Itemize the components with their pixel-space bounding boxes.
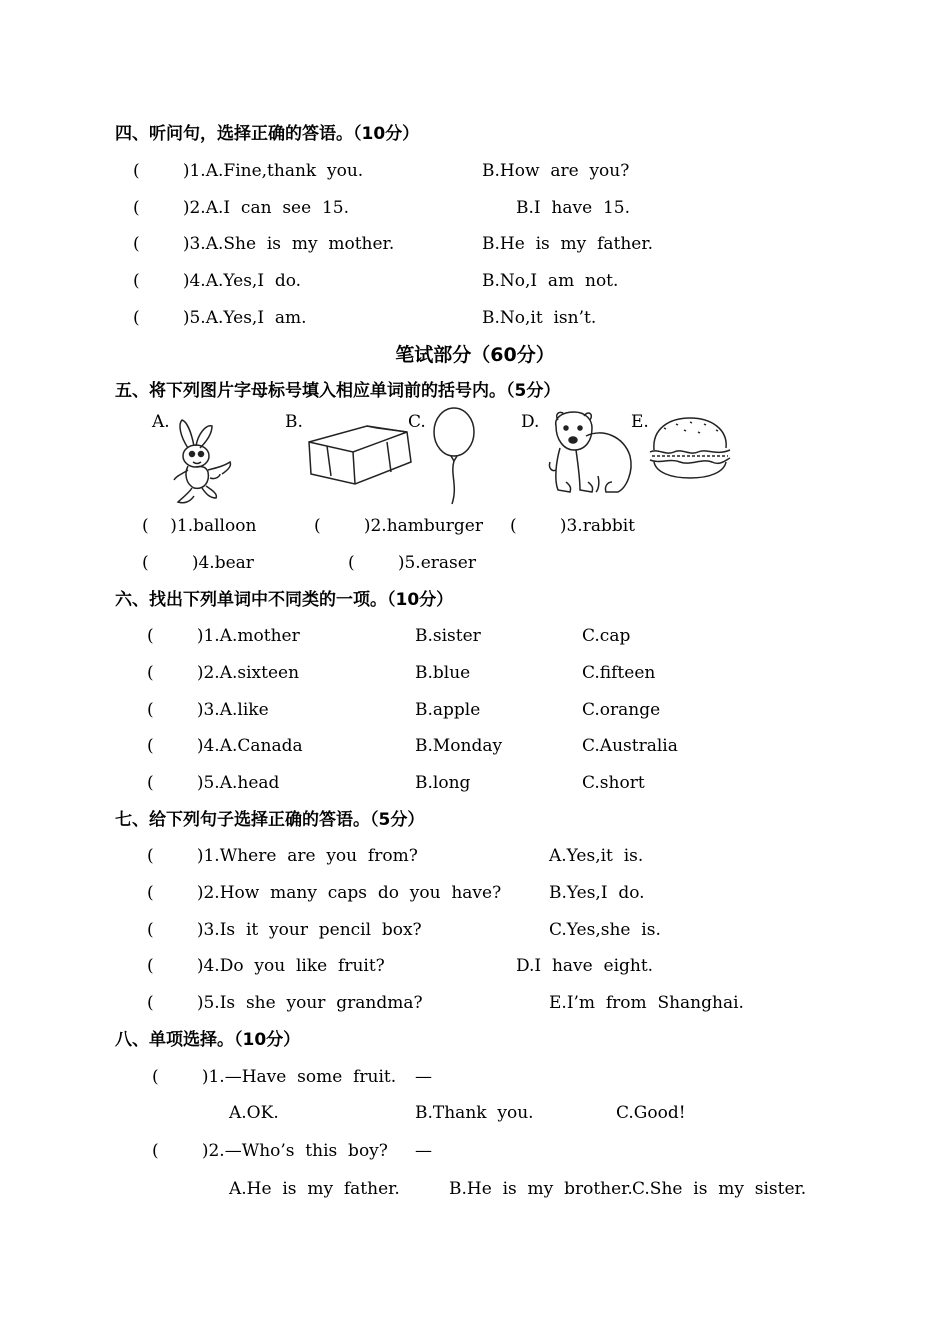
- sec7-q4: ( )4.Do you like fruit?: [147, 956, 385, 976]
- sec7-q2: ( )2.How many caps do you have?: [147, 883, 502, 903]
- sec4-q5-left: ( )5.A.Yes,I am.: [133, 308, 307, 328]
- sec4-q4-right: B.No,I am not.: [482, 271, 619, 291]
- sec8-q2: ( )2.—Who’s this boy?: [152, 1141, 388, 1161]
- picture-letter-c: C.: [408, 412, 426, 432]
- sec4-q3-right: B.He is my father.: [482, 234, 654, 254]
- sec6-q4-b: B.Monday: [415, 736, 503, 756]
- sec7-answer-c: C.Yes,she is.: [549, 920, 661, 940]
- sec7-q3: ( )3.Is it your pencil box?: [147, 920, 422, 940]
- section-7-heading: 七、给下列句子选择正确的答语。（5分）: [115, 810, 425, 830]
- sec7-answer-e: E.I’m from Shanghai.: [549, 993, 744, 1013]
- sec6-q5-b: B.long: [415, 773, 471, 793]
- sec5-item-3: ( )3.rabbit: [510, 516, 636, 536]
- sec8-q2-option-b: B.He is my brother.: [449, 1179, 633, 1199]
- sec7-answer-b: B.Yes,I do.: [549, 883, 645, 903]
- picture-letter-e: E.: [631, 412, 649, 432]
- rabbit-icon: [166, 418, 238, 508]
- sec7-answer-d: D.I have eight.: [516, 956, 654, 976]
- sec7-q5: ( )5.Is she your grandma?: [147, 993, 423, 1013]
- sec8-q1-option-b: B.Thank you.: [415, 1103, 534, 1123]
- sec8-q2-reply-dash: —: [415, 1141, 432, 1161]
- sec5-item-2: ( )2.hamburger: [314, 516, 483, 536]
- sec4-q4-left: ( )4.A.Yes,I do.: [133, 271, 302, 291]
- sec5-item-1: ( )1.balloon: [142, 516, 257, 536]
- sec8-q1-option-a: A.OK.: [229, 1103, 279, 1123]
- section-5-heading: 五、将下列图片字母标号填入相应单词前的括号内。（5分）: [115, 381, 561, 401]
- sec4-q5-right: B.No,it isn’t.: [482, 308, 597, 328]
- section-4-heading: 四、听问句，选择正确的答语。（10分）: [115, 124, 420, 144]
- sec5-item-4: ( )4.bear: [142, 553, 254, 573]
- sec4-q3-left: ( )3.A.She is my mother.: [133, 234, 395, 254]
- sec8-q2-option-c: C.She is my sister.: [632, 1179, 807, 1199]
- sec8-q2-option-a: A.He is my father.: [229, 1179, 400, 1199]
- sec6-q5-a: ( )5.A.head: [147, 773, 280, 793]
- hamburger-icon: [646, 412, 734, 484]
- section-8-heading: 八、单项选择。（10分）: [115, 1030, 301, 1050]
- sec4-q1-right: B.How are you?: [482, 161, 630, 181]
- sec7-answer-a: A.Yes,it is.: [549, 846, 644, 866]
- bear-icon: [546, 406, 638, 498]
- sec6-q1-a: ( )1.A.mother: [147, 626, 300, 646]
- sec4-q1-left: ( )1.A.Fine,thank you.: [133, 161, 364, 181]
- written-part-title: 笔试部分（60分）: [395, 344, 555, 366]
- picture-letter-a: A.: [152, 412, 170, 432]
- sec6-q3-c: C.orange: [582, 700, 661, 720]
- sec6-q4-a: ( )4.A.Canada: [147, 736, 303, 756]
- picture-letter-b: B.: [285, 412, 303, 432]
- balloon-icon: [430, 406, 478, 506]
- sec4-q2-left: ( )2.A.I can see 15.: [133, 198, 350, 218]
- sec6-q1-c: C.cap: [582, 626, 631, 646]
- sec6-q3-a: ( )3.A.like: [147, 700, 269, 720]
- eraser-icon: [303, 418, 415, 494]
- sec8-q1: ( )1.—Have some fruit.: [152, 1067, 397, 1087]
- sec8-q1-reply-dash: —: [415, 1067, 432, 1087]
- section-6-heading: 六、找出下列单词中不同类的一项。（10分）: [115, 590, 454, 610]
- sec6-q2-c: C.fifteen: [582, 663, 656, 683]
- sec6-q2-a: ( )2.A.sixteen: [147, 663, 300, 683]
- sec6-q5-c: C.short: [582, 773, 645, 793]
- picture-letter-d: D.: [521, 412, 540, 432]
- sec7-q1: ( )1.Where are you from?: [147, 846, 418, 866]
- sec5-item-5: ( )5.eraser: [348, 553, 476, 573]
- sec4-q2-right: B.I have 15.: [516, 198, 631, 218]
- sec6-q3-b: B.apple: [415, 700, 481, 720]
- sec8-q1-option-c: C.Good!: [616, 1103, 686, 1123]
- sec6-q1-b: B.sister: [415, 626, 481, 646]
- sec6-q4-c: C.Australia: [582, 736, 678, 756]
- sec6-q2-b: B.blue: [415, 663, 471, 683]
